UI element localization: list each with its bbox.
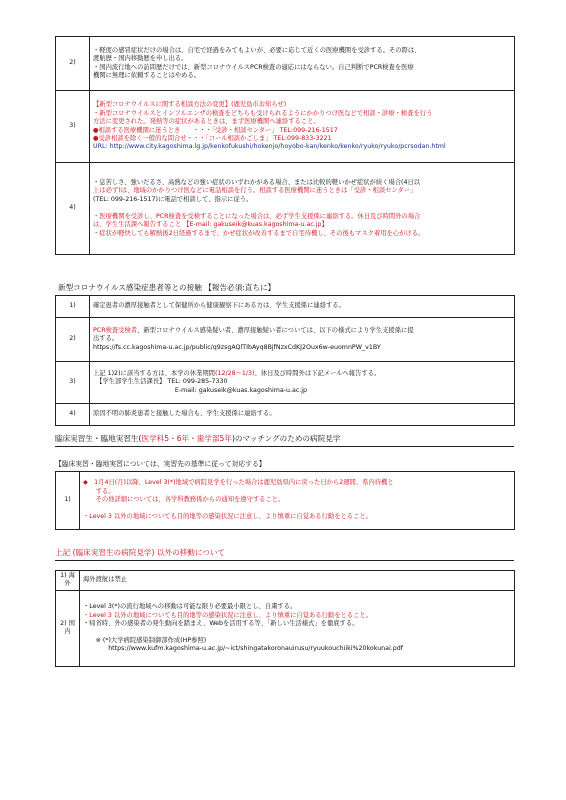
table-row [56,318,515,362]
content-line: ・国内流行地への訪問歴だけでは、新型コロナウイルスPCR検査の適応にはならない。自己判断でPCR検査を医療 [93,63,414,71]
content-line: ・新型コロナウイルスとインフルエンザの検査をどちらも受けられるようにかかりつけ医などで相談・診療・検査を行う [93,109,433,117]
content-line: PCR検査受検者、新型コロナウイルス感染疑い者、濃厚接触疑い者については、以下の様式により学生支援係に提 [93,326,414,334]
row-number: 2) [56,37,90,91]
row-number: 4) [56,404,90,426]
content-line: 渡航歴・国内移動歴を申し出る。 [93,55,188,63]
content-line: ・帰省時、外の感染者の発生動向を踏まえ、Webを活用する等、「新しい生活様式」を徹底する。 [83,619,359,627]
content-line: 出する。 [93,335,119,343]
content-line: は、学生生活課へ報告すること 【E-mail: gakuseik@kuas.kagoshima-u.ac.jp】 [93,221,328,229]
table-row [56,362,515,404]
row-content [90,404,515,426]
content-line: 【新型コロナウイルスに関する相談方法の変更】(鹿児島市お知らせ) [93,101,287,109]
content-line: ・Level 3 以外の地域についても目的地等の感染状況に注意し、より慎重に自覚ある行動をとること。 [83,611,372,619]
travel-section-heading: 上記 (臨床実習生の病院見学) 以外の移動について [55,548,226,557]
content-line: ・Level 3 以外の地域についても目的地等の感染状況に注意し、より慎重に自覚ある行動をとること。 [83,513,372,521]
table-row [56,404,515,426]
clinical-heading-rule [55,446,514,447]
heading-part-b: 医学科5・6年・歯学部5年 [141,434,232,443]
content-line: ・軽度の感冒症状だけの場合は、自宅で経過をみてもよいが、必要に応じて近くの医療機関を受診する。その際は、 [93,46,421,54]
table-row [56,37,515,91]
row-content [90,37,515,91]
row-content [80,472,515,530]
guidance-table [55,36,515,255]
content-line: ・症状が軽快しても解熱後2日経過するまで、かぜ症状が改善するまで自宅待機し、その後もマスク着用を心がける。 [93,229,425,237]
row-content [80,590,515,666]
content-line: ・息苦しさ、強いだるさ、高熱などの強い症状のいずれかがある場合、または比較的軽いかぜ症状が続く場合(4日以 [93,179,421,187]
content-line: その他詳細については、各学科教務係からの通知を遵守すること。 [83,496,285,504]
content-line [93,204,511,212]
row-content [90,318,515,362]
row-number: 4) [56,163,90,255]
table-row [56,296,515,318]
content-line: https://www.kufm.kagoshima-u.ac.jp/~ict/shingatakoronauirusu/ryuukouchiiki%20kokunai.pdf [83,645,403,653]
content-line: ・医療機関を受診し、PCR検査を受検することになった場合は、必ず学生支援係に連絡する。休日及び時間外の場合 [93,212,421,220]
clinical-subnote: 【臨床実習・臨地実習については、実習先の基準に従って対応する】 [55,460,266,468]
contact-section-heading: 新型コロナウイルス感染症患者等との接触 【報告必須:直ちに】 [58,283,276,292]
content-line [83,505,511,513]
content-line: ※ (*)大学病院感染制御部作成(HP参照) [83,636,207,644]
table-row [56,571,515,591]
content-line: 上は必ず)は、地域のかかりつけ医などに電話相談を行う。相談する医療機関に迷うときは「受診・相談センター」 [93,187,417,195]
row-number: 2) 国内 [56,590,80,666]
travel-heading-rule [55,560,514,561]
heading-part-a: 臨床実習生・臨地実習生( [55,434,142,443]
row-number: 1) [56,472,80,530]
content-line [83,628,511,636]
content-line[interactable]: https://fs.cc.kagoshima-u.ac.jp/public/q9zsgAQlTIbAyq8BjfNzxCdKJ2Oux6w-euomnPW_v1BY [93,343,381,351]
content-line[interactable]: URL: http://www.city.kagoshima.lg.jp/kenkofukushi/hokenjo/hoyobo-kan/kenko/kenko/ryuko/ryuko/pcrsodan.html [93,143,446,151]
heading-part-c: )のマッチングのための病院見学 [231,434,341,443]
table-row [56,163,515,255]
table-row [56,91,515,163]
row-content [90,362,515,404]
content-line: 原因不明の肺炎患者と接触した場合も、学生支援係に連絡する。 [93,410,276,418]
content-line: (TEL: 099-216-1517)に電話で相談して、指示に従う。 [93,195,253,203]
row-content [80,571,515,591]
content-line: E-mail: gakuseik@kuas.kagoshima-u.ac.jp [93,386,308,394]
content-line: 方法に変更された。発熱等の症状があるときは、まず医療機関へ連絡すること。 [93,118,320,126]
highlight-text: (12/28～1/3) [214,369,255,377]
content-line: ・Level 3(*)の流行地域への移動は可能な限り必要最小限とし、自粛する。 [83,603,297,611]
content-line: 確定患者の濃厚接触者として保健所から健康観察下にある方は、学生支援係に連絡する。 [93,302,345,310]
contact-table [55,295,515,426]
clinical-table [55,471,515,530]
content-line: 海外渡航は禁止 [83,576,128,584]
highlight-text: PCR検査受検者 [93,326,138,334]
row-content [90,296,515,318]
row-number: 1) [56,296,90,318]
content-line: ●相談する医療機関に迷うとき ・・・「受診・相談センター」 TEL:099-216-1517 [93,126,338,134]
clinical-section-heading [55,434,340,444]
content-line: 【学生部学生生活課長】 TEL: 099-285-7330 [93,378,228,386]
row-content [90,91,515,163]
table-row [56,590,515,666]
table-row [56,472,515,530]
row-number: 3) [56,362,90,404]
row-number: 3) [56,91,90,163]
row-number: 1) 海外 [56,571,80,591]
content-line: ●受診相談を除く一般的な問合せ・・・「コール相談かごしま」 TEL:099-833-3221 [93,134,332,142]
content-line: 機関に無理に依頼することはやめる。 [93,71,201,79]
content-line: 上記 1)2)に該当する方は、本学の休業期間(12/28～1/3)、休日及び時間外は下記メールへ報告する。 [93,369,381,377]
travel-table [55,570,515,667]
content-line: ◆ 1月4日(月)以降、Level 3(*)地域で病院見学を行った場合は鹿児島県内に戻った日から2週間、県内待機と [83,479,394,487]
content-line: する。 [83,487,115,495]
row-content [90,163,515,255]
row-number: 2) [56,318,90,362]
